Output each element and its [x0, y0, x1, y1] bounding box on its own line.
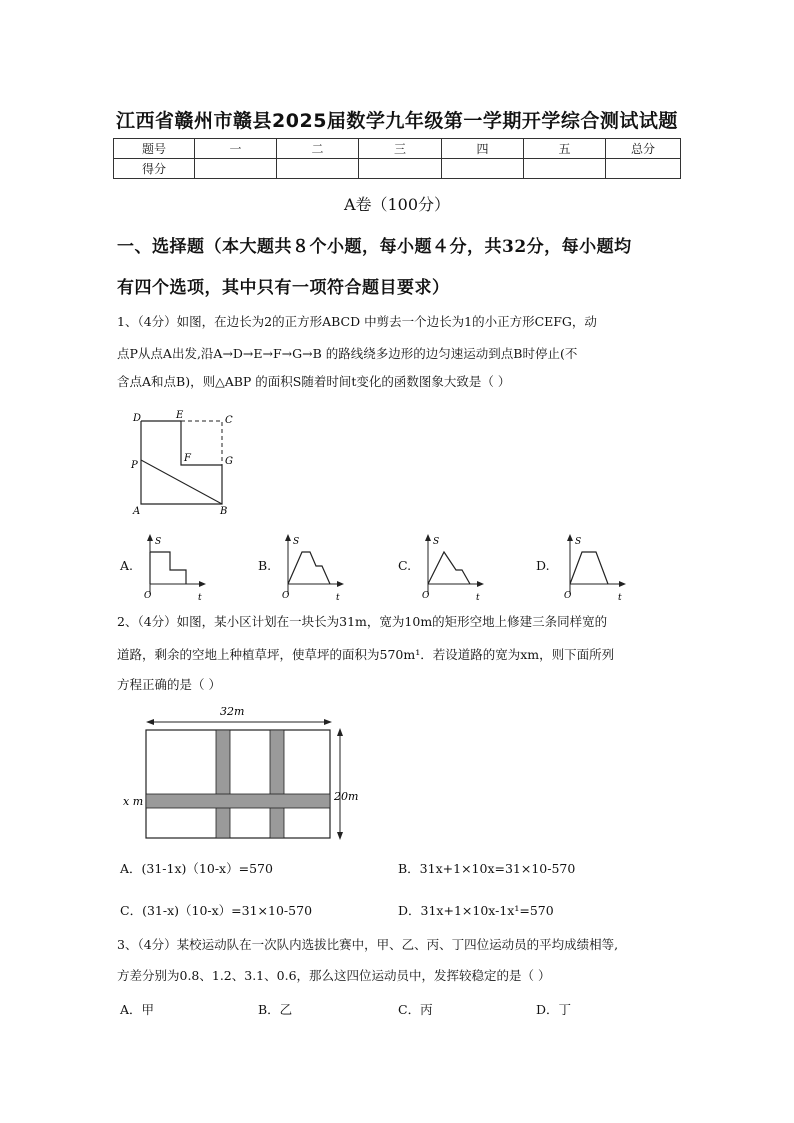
- label-t: t: [198, 593, 202, 603]
- q1-option-c-label[interactable]: C.: [398, 558, 412, 573]
- section-heading-line2: 有四个选项，其中只有一项符合题目要求）: [117, 278, 450, 298]
- label-O: O: [282, 591, 290, 601]
- header-cell: 三: [359, 139, 442, 159]
- label-S: S: [575, 537, 582, 547]
- q3-line1: 3、（4分）某校运动队在一次队内选拔比赛中，甲、乙、丙、丁四位运动员的平均成绩相等,: [117, 937, 619, 952]
- score-cell[interactable]: [524, 159, 606, 179]
- score-table-score-row: [114, 159, 681, 179]
- label-t: t: [618, 593, 622, 603]
- page-title: 江西省赣州市赣县2025届数学九年级第一学期开学综合测试试题: [116, 110, 678, 132]
- header-cell: 二: [277, 139, 359, 159]
- y-arrow: [567, 534, 573, 541]
- header-cell: 四: [442, 139, 524, 159]
- q2-road-figure: [118, 700, 368, 845]
- q1-line2: 点P从点A出发,沿A→D→E→F→G→B 的路线绕多边形的边匀速运动到点B时停止(不: [117, 346, 578, 361]
- road-width-label: x m: [123, 795, 144, 808]
- graph-line: [288, 552, 330, 584]
- label-S: S: [433, 537, 440, 547]
- q1-option-d-graph[interactable]: [560, 532, 630, 604]
- y-arrow: [147, 534, 153, 541]
- q3-line2: 方差分别为0.8、1.2、3.1、0.6，那么这四位运动员中，发挥较稳定的是（ ）: [117, 968, 551, 983]
- score-table: [113, 138, 681, 179]
- width-label: 32m: [220, 705, 245, 718]
- segment-pb: [141, 460, 222, 504]
- header-cell: 总分: [606, 139, 681, 159]
- q1-option-c-graph[interactable]: [418, 532, 488, 604]
- volume-heading: A卷（100分）: [343, 195, 451, 214]
- label-B: B: [220, 506, 228, 517]
- label-S: S: [293, 537, 300, 547]
- score-cell[interactable]: [442, 159, 524, 179]
- header-cell: 五: [524, 139, 606, 159]
- label-C: C: [225, 415, 233, 426]
- height-label: 20m: [334, 790, 359, 803]
- q1-option-d-label[interactable]: D.: [536, 558, 550, 573]
- q3-option-c[interactable]: C．丙: [398, 1002, 433, 1017]
- horizontal-road: [146, 794, 330, 808]
- q1-line1: 1、（4分）如图，在边长为2的正方形ABCD 中剪去一个边长为1的小正方形CEFG，动: [117, 314, 597, 329]
- q2-option-b[interactable]: B．31x+1×10x=31×10-570: [398, 861, 576, 876]
- q1-option-b-label[interactable]: B.: [258, 558, 272, 573]
- score-cell[interactable]: [606, 159, 681, 179]
- q2-line3: 方程正确的是（ ）: [117, 677, 221, 692]
- label-A: A: [133, 506, 141, 517]
- q1-option-a-label[interactable]: A.: [120, 558, 134, 573]
- graph-line: [570, 552, 608, 584]
- polygon-outline: [141, 421, 222, 504]
- dim-arrow-right: [324, 719, 332, 725]
- q2-option-c[interactable]: C．(31-x)（10-x）=31×10-570: [120, 903, 313, 918]
- vertical-road-2: [270, 730, 284, 838]
- dim-arrow-left: [146, 719, 154, 725]
- label-O: O: [422, 591, 430, 601]
- q2-option-d[interactable]: D．31x+1×10x-1x¹=570: [398, 903, 554, 918]
- label-D: D: [133, 413, 142, 424]
- label-P: P: [131, 460, 138, 471]
- q3-option-d[interactable]: D．丁: [536, 1002, 572, 1017]
- row-label-cell: 得分: [114, 159, 195, 179]
- q3-option-b[interactable]: B．乙: [258, 1002, 293, 1017]
- q2-option-a[interactable]: A．(31-1x)（10-x）=570: [120, 861, 273, 876]
- label-F: F: [184, 453, 191, 464]
- header-cell: 一: [195, 139, 277, 159]
- header-cell: 题号: [114, 139, 195, 159]
- q2-line2: 道路，剩余的空地上种植草坪，使草坪的面积为570m¹．若设道路的宽为xm，则下面所列: [117, 647, 615, 662]
- q3-option-a[interactable]: A．甲: [120, 1002, 155, 1017]
- vertical-road-1: [216, 730, 230, 838]
- score-cell[interactable]: [359, 159, 442, 179]
- dim-arrow-top: [337, 728, 343, 736]
- q2-line1: 2、（4分）如图，某小区计划在一块长为31m，宽为10m的矩形空地上修建三条同样宽的: [117, 614, 608, 629]
- y-arrow: [285, 534, 291, 541]
- label-G: G: [225, 456, 233, 467]
- graph-line: [150, 552, 186, 584]
- y-arrow: [425, 534, 431, 541]
- x-arrow: [199, 581, 206, 587]
- score-cell[interactable]: [195, 159, 277, 179]
- q1-option-b-graph[interactable]: [278, 532, 348, 604]
- score-cell[interactable]: [277, 159, 359, 179]
- x-arrow: [619, 581, 626, 587]
- x-arrow: [477, 581, 484, 587]
- section-heading-line1: 一、选择题（本大题共８个小题，每小题４分，共32分，每小题均: [117, 237, 632, 257]
- x-arrow: [337, 581, 344, 587]
- label-t: t: [476, 593, 480, 603]
- label-E: E: [176, 410, 184, 421]
- graph-line: [428, 552, 470, 584]
- dim-arrow-bottom: [337, 832, 343, 840]
- q1-line3: 含点A和点B)，则△ABP 的面积S随着时间t变化的函数图象大致是（ ）: [117, 374, 511, 389]
- q1-option-a-graph[interactable]: [140, 532, 210, 604]
- lawn-rectangle: [146, 730, 330, 838]
- label-S: S: [155, 537, 162, 547]
- label-t: t: [336, 593, 340, 603]
- score-table-header-row: [114, 139, 681, 159]
- q1-square-figure: [128, 408, 238, 520]
- label-O: O: [144, 591, 152, 601]
- label-O: O: [564, 591, 572, 601]
